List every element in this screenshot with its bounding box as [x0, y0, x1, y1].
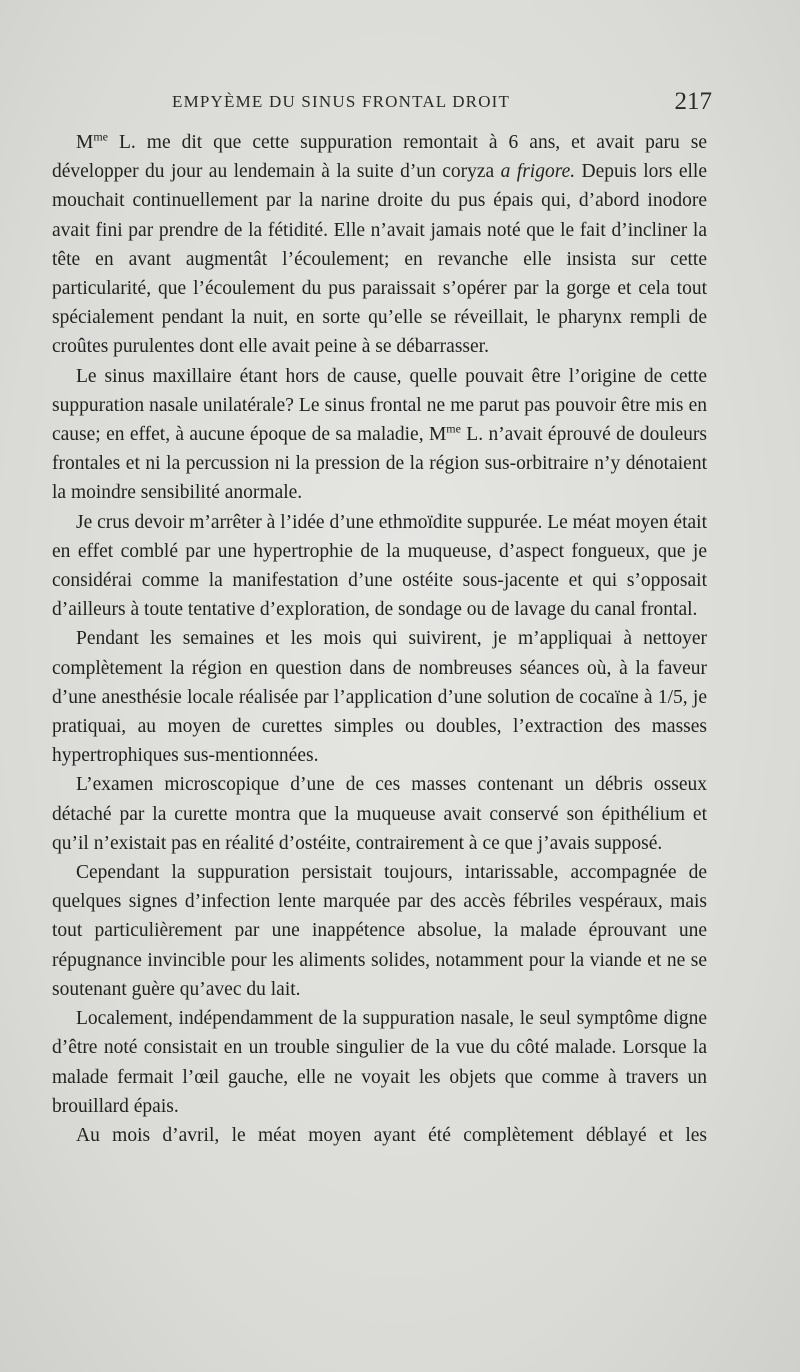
- paragraph-1-lead: M: [76, 132, 94, 153]
- paragraph-2-end: L. n’avait éprouvé de douleurs frontales et ni la percussion ni la pression de la région sus-orbitraire n’y dénotaient la moindre sensibilité anormale.: [52, 424, 707, 504]
- running-title: EMPYÈME DU SINUS FRONTAL DROIT: [172, 92, 511, 111]
- paragraph-3: Je crus devoir m’arrêter à l’idée d’une ethmoïdite suppurée. Le méat moyen était en effet comblé par une hypertrophie de la muqueuse, d’aspect fongueux, que je considérai comme la manifestation d’une ostéite sous-jacente et qui s’opposait d’ailleurs à toute tentative d’exploration, de sondage ou de lavage du canal frontal.: [52, 511, 707, 621]
- paragraph-2-start: Le sinus maxillaire étant hors de cause, quelle pouvait être l’origine de cette suppuration nasale unilatérale? Le sinus frontal ne me parut pas pouvoir être mis en cause; en effet, à aucune époque de sa maladie, M: [52, 365, 707, 446]
- paragraph-2-sup: me: [446, 421, 461, 436]
- paragraph-2: [52, 362, 707, 508]
- paragraph-4: Pendant les semaines et les mois qui suivirent, je m’appliquai à nettoyer complètement la région en question dans de nombreuses séances où, à la faveur d’une anesthésie locale réalisée par l’application d’une solution de cocaïne à 1/5, je pratiquai, au moyen de curettes simples ou doubles, l’extraction des masses hypertrophiques sus-mentionnées.: [52, 628, 707, 767]
- paragraph-7: Localement, indépendamment de la suppuration nasale, le seul symptôme digne d’être noté consistait en un trouble singulier de la vue du côté malade. Lorsque la malade fermait l’œil gauche, elle ne voyait les objets que comme à travers un brouillard épais.: [52, 1008, 707, 1117]
- paragraph-6: Cependant la suppuration persistait toujours, intarissable, accompagnée de quelques signes d’infection lente marquée par des accès fébriles vespéraux, mais tout particulièrement par une inappétence absolue, la malade éprouvant une répugnance invincible pour les aliments solides, notamment pour la viande et ne se soutenant guère qu’avec du lait.: [52, 862, 707, 1000]
- page-header: [172, 88, 712, 118]
- paragraph-1: [52, 128, 707, 362]
- paragraph-5: L’examen microscopique d’une de ces masses contenant un débris osseux détaché par la curette montra que la muqueuse avait conservé son épithélium et qu’il n’existait pas en réalité d’ostéite, contrairement à ce que j’avais supposé.: [52, 774, 707, 854]
- paragraph-1-lead-sup: me: [93, 129, 109, 144]
- paragraph-1-tail: Depuis lors elle mouchait continuellement par la narine droite du pus épais qui, d’abord inodore avait fini par prendre de la fétidité. Elle n’avait jamais noté que le fait d’incliner la tête en avant augmentât l’écoulement; en revanche elle insista sur cette particularité, que l’écoulement du pus paraissait s’opérer par la gorge et cela tout spécialement pendant la nuit, en sorte qu’elle se réveillait, le pharynx rempli de croûtes purulentes dont elle avait peine à se débarrasser.: [52, 161, 708, 358]
- page-number: 217: [674, 88, 712, 115]
- paragraph-1-lead-rest: L. me dit que cette suppuration remontait à 6 ans, et avait paru se développer du jour au lendemain à la suite d’un coryza: [52, 132, 707, 183]
- paragraph-1-italic: a frigore.: [500, 161, 576, 183]
- body-text: [52, 128, 707, 1150]
- paragraph-8: Au mois d’avril, le méat moyen ayant été complètement déblayé et les: [76, 1124, 707, 1146]
